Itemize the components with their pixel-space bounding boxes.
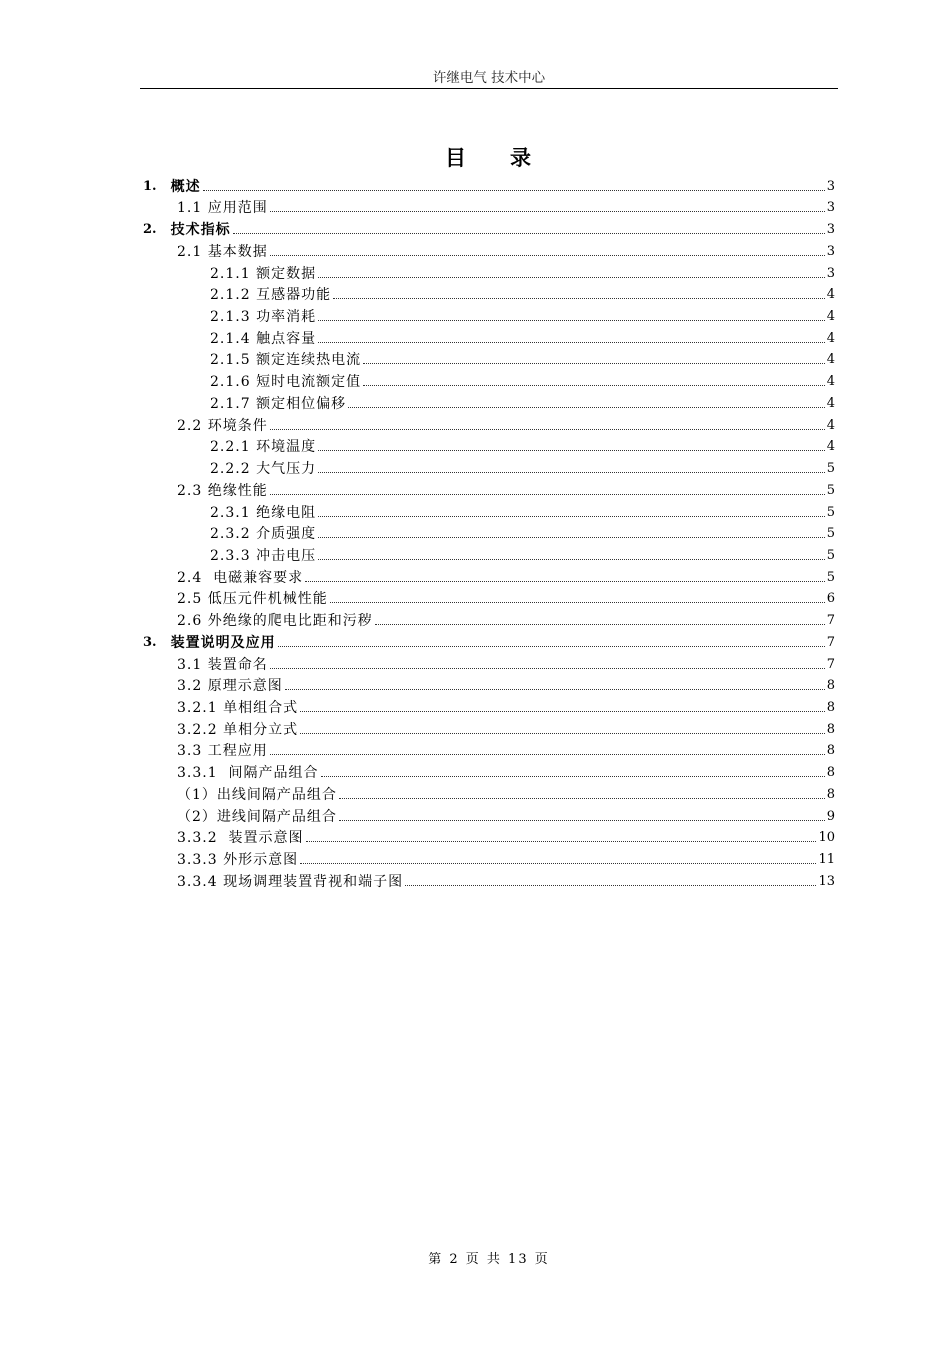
toc-entry-page: 5 <box>826 504 835 520</box>
dot-leader <box>318 277 825 278</box>
toc-entry[interactable] <box>143 868 835 890</box>
toc-entry[interactable] <box>143 651 835 673</box>
toc-entry-label: 2.1.6 短时电流额定值 <box>210 374 362 391</box>
toc-entry-label: 2.1.7 额定相位偏移 <box>210 395 347 412</box>
toc-entry-page: 6 <box>826 591 835 607</box>
toc-entry-label: 3.3.1 间隔产品组合 <box>177 765 319 782</box>
dot-leader <box>305 581 825 582</box>
toc-entry-page: 4 <box>826 374 835 390</box>
toc-entry-label: 2.5 低压元件机械性能 <box>177 591 328 608</box>
dot-leader <box>348 407 825 408</box>
toc-entry-label: 2.3 绝缘性能 <box>177 482 268 499</box>
toc-entry-page: 3 <box>826 222 835 238</box>
toc-entry-label: 2.3.1 绝缘电阻 <box>210 504 317 521</box>
page-footer: 第 2 页 共 13 页 <box>428 1252 550 1267</box>
toc-entry[interactable] <box>143 803 835 825</box>
toc-entry-label: 3.1 装置命名 <box>177 656 268 673</box>
dot-leader <box>318 537 825 538</box>
toc-entry-label: 2.1.1 额定数据 <box>210 265 317 282</box>
toc-entry[interactable] <box>143 607 835 629</box>
toc-title <box>0 142 950 172</box>
toc-entry-label: 2.2.1 环境温度 <box>210 439 317 456</box>
toc-entry[interactable] <box>143 216 835 238</box>
toc-entry-page: 7 <box>826 634 835 650</box>
toc-entry[interactable] <box>143 390 835 412</box>
toc-entry-label: 2.2 环境条件 <box>177 417 268 434</box>
dot-leader <box>285 689 825 690</box>
dot-leader <box>270 754 825 755</box>
toc-entry-label: 3.3.4 现场调理装置背视和端子图 <box>177 873 404 890</box>
header-rule <box>140 88 838 89</box>
page-header: 许继电气 技术中心 <box>432 70 546 86</box>
toc-entry[interactable] <box>143 564 835 586</box>
dot-leader <box>270 211 825 212</box>
toc-entry[interactable] <box>143 781 835 803</box>
dot-leader <box>270 429 825 430</box>
toc-entry-page: 3 <box>826 200 835 216</box>
toc-entry[interactable] <box>143 303 835 325</box>
toc-entry[interactable] <box>143 260 835 282</box>
toc-entry-label: （2）进线间隔产品组合 <box>177 808 337 825</box>
dot-leader <box>300 733 825 734</box>
toc-entry-label: 2.3.2 介质强度 <box>210 526 317 543</box>
toc-entry-label: 2.3.3 冲击电压 <box>210 547 317 564</box>
dot-leader <box>318 516 825 517</box>
toc-entry-label: 2.1.3 功率消耗 <box>210 309 317 326</box>
toc-entry-page: 5 <box>826 461 835 477</box>
toc-entry-number: 1. <box>143 178 157 194</box>
dot-leader <box>318 559 825 560</box>
toc-entry-page: 13 <box>818 873 835 889</box>
toc-entry[interactable] <box>143 846 835 868</box>
dot-leader <box>318 342 825 343</box>
dot-leader <box>321 776 825 777</box>
toc-entry-page: 8 <box>826 765 835 781</box>
toc-entry[interactable] <box>143 477 835 499</box>
toc-entry-label: 3.2.1 单相组合式 <box>177 699 299 716</box>
dot-leader <box>333 298 825 299</box>
dot-leader <box>278 646 825 647</box>
toc-entry-label: 2.1.2 互感器功能 <box>210 287 332 304</box>
toc-entry-page: 8 <box>826 699 835 715</box>
toc-entry-number: 2. <box>143 222 157 238</box>
toc-entry[interactable] <box>143 347 835 369</box>
toc-entry-page: 3 <box>826 243 835 259</box>
toc-entry[interactable] <box>143 173 835 195</box>
dot-leader <box>330 602 825 603</box>
toc-entry-page: 8 <box>826 786 835 802</box>
toc-entry-page: 3 <box>826 265 835 281</box>
dot-leader <box>300 863 816 864</box>
dot-leader <box>363 385 825 386</box>
toc-entry-page: 4 <box>826 352 835 368</box>
toc-entry-page: 8 <box>826 678 835 694</box>
dot-leader <box>300 711 825 712</box>
dot-leader <box>363 363 825 364</box>
toc-entry-page: 4 <box>826 330 835 346</box>
dot-leader <box>306 841 817 842</box>
toc-entry-page: 5 <box>826 526 835 542</box>
toc-entry-label: 装置说明及应用 <box>170 634 276 651</box>
toc-entry-label: 3.2.2 单相分立式 <box>177 721 299 738</box>
toc-entry-page: 4 <box>826 395 835 411</box>
toc-entry[interactable] <box>143 434 835 456</box>
dot-leader <box>270 255 825 256</box>
toc-entry[interactable] <box>143 825 835 847</box>
toc-entry-page: 7 <box>826 656 835 672</box>
toc-entry[interactable] <box>143 238 835 260</box>
dot-leader <box>318 320 825 321</box>
dot-leader <box>270 494 825 495</box>
toc-entry[interactable] <box>143 738 835 760</box>
toc-entry-label: 3.3 工程应用 <box>177 743 268 760</box>
toc-entry-label: 概述 <box>170 178 201 195</box>
toc-entry[interactable] <box>143 368 835 390</box>
toc-entry[interactable] <box>143 586 835 608</box>
toc-entry[interactable] <box>143 521 835 543</box>
toc-entry-page: 9 <box>826 808 835 824</box>
toc-entry[interactable] <box>143 455 835 477</box>
dot-leader <box>203 190 825 191</box>
toc-entry[interactable] <box>143 542 835 564</box>
dot-leader <box>233 233 825 234</box>
dot-leader <box>375 624 825 625</box>
toc-entry[interactable] <box>143 629 835 651</box>
toc-entry-page: 8 <box>826 743 835 759</box>
toc-entry-page: 4 <box>826 309 835 325</box>
dot-leader <box>318 472 825 473</box>
toc-entry-label: 1.1 应用范围 <box>177 200 268 217</box>
table-of-contents <box>143 173 835 890</box>
toc-entry-label: 3.2 原理示意图 <box>177 678 283 695</box>
toc-entry[interactable] <box>143 412 835 434</box>
toc-entry-label: 2.4 电磁兼容要求 <box>177 569 304 586</box>
toc-entry-page: 11 <box>818 852 835 867</box>
toc-entry[interactable] <box>143 282 835 304</box>
toc-entry-label: 2.1.5 额定连续热电流 <box>210 352 362 369</box>
toc-entry-label: 2.1.4 触点容量 <box>210 330 317 347</box>
toc-entry-page: 4 <box>826 439 835 455</box>
toc-title-part2: 录 <box>510 145 533 170</box>
dot-leader <box>339 820 825 821</box>
toc-entry-label: 2.1 基本数据 <box>177 243 268 260</box>
dot-leader <box>339 798 825 799</box>
toc-entry[interactable] <box>143 759 835 781</box>
toc-entry-label: 2.6 外绝缘的爬电比距和污秽 <box>177 613 373 630</box>
toc-entry[interactable] <box>143 325 835 347</box>
toc-entry-number: 3. <box>143 634 157 650</box>
toc-entry[interactable] <box>143 716 835 738</box>
toc-entry[interactable] <box>143 694 835 716</box>
toc-entry-label: （1）出线间隔产品组合 <box>177 786 337 803</box>
toc-entry-page: 10 <box>818 830 835 846</box>
dot-leader <box>270 668 825 669</box>
toc-entry-label: 3.3.2 装置示意图 <box>177 830 304 847</box>
toc-entry-page: 4 <box>826 417 835 433</box>
toc-entry-label: 技术指标 <box>170 222 231 239</box>
toc-entry-page: 7 <box>826 613 835 629</box>
toc-entry-page: 5 <box>826 482 835 498</box>
toc-entry[interactable] <box>143 673 835 695</box>
toc-entry[interactable] <box>143 195 835 217</box>
toc-entry-page: 3 <box>826 178 835 194</box>
toc-entry-label: 2.2.2 大气压力 <box>210 461 317 478</box>
dot-leader <box>318 450 825 451</box>
toc-entry-page: 4 <box>826 287 835 303</box>
toc-entry-page: 8 <box>826 721 835 737</box>
toc-entry-label: 3.3.3 外形示意图 <box>177 852 299 868</box>
dot-leader <box>405 885 816 886</box>
toc-entry-page: 5 <box>826 547 835 563</box>
toc-entry[interactable] <box>143 499 835 521</box>
toc-entry-page: 5 <box>826 569 835 585</box>
toc-title-part1: 目 <box>445 145 468 170</box>
